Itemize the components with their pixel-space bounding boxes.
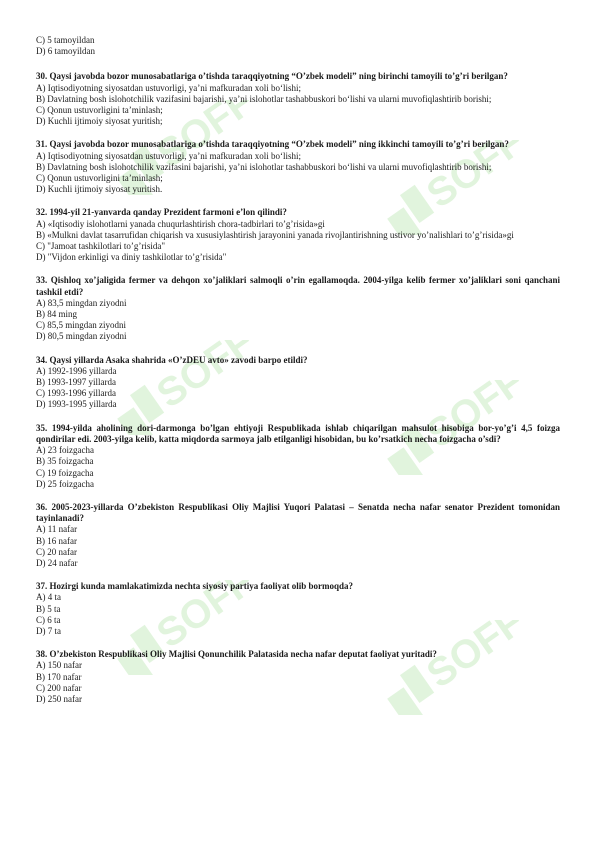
question-33	[36, 275, 560, 342]
option: D) Kuchli ijtimoiy siyosat yuritish.	[36, 184, 163, 195]
option: A) 23 foizgacha	[36, 445, 94, 456]
question-34	[36, 355, 560, 411]
option: C) 6 ta	[36, 614, 61, 625]
option: B) Davlatning bosh islohotchilik vazifasini bajarishi, ya’ni islohotlar tashabbuskori bo‘lishi va ularni muvofiqlashtirib borishi;	[36, 161, 492, 172]
option: C) 19 foizgacha	[36, 467, 94, 478]
document-page	[36, 35, 560, 717]
question-title: 32. 1994-yil 21-yanvarda qanday Prezident farmoni e’lon qilindi?	[36, 207, 287, 218]
option: B) 170 nafar	[36, 671, 82, 682]
question-title: 34. Qaysi yillarda Asaka shahrida «O’zDEU avto» zavodi barpo etildi?	[36, 354, 308, 365]
option: D) 24 nafar	[36, 557, 78, 568]
question-32	[36, 207, 560, 263]
option: B) «Mulkni davlat tasarrufidan chiqarish va xususiylashtirish jarayonini yanada rivojlantirishning ustivor yo’nalishlari to’g’risida»gi	[36, 229, 514, 240]
option: D) "Vijdon erkinligi va diniy tashkilotlar to’g’risida"	[36, 252, 227, 263]
option: A) 4 ta	[36, 592, 61, 603]
watermark-text: SOFF	[149, 340, 250, 417]
question-38	[36, 649, 560, 705]
option: D) Kuchli ijtimoiy siyosat yuritish;	[36, 116, 163, 127]
question-title: 38. O’zbekiston Respublikasi Oliy Majlisi Qonunchilik Palatasida necha nafar deputat faoliyat yuritadi?	[36, 649, 437, 660]
question-31	[36, 139, 560, 195]
option: A) 150 nafar	[36, 660, 82, 671]
watermark-text: SOFF	[149, 100, 250, 177]
option: D) 7 ta	[36, 625, 61, 636]
question-title: 33. Qishloq xo’jaligida fermer va dehqon xo’jaliklari salmoqli o’rin egallamoqda. 2004-yilga kelib fermer xo’jaliklari soni qanchani tashkil etdi?	[36, 275, 560, 297]
question-title: 35. 1994-yilda aholining dori-darmonga bo’lgan ehtiyoji Respublikada ishlab chiqarilgan mahsulot hisobiga bor-yo’g’i 4,5 foizga qondirilar edi. 2003-yilga kelib, katta miqdorda sarmoya jalb etilganligi hisobidan, bu ko’rsatkich necha foizgacha o’sdi?	[36, 422, 560, 444]
watermark-text: SOFF	[149, 580, 250, 657]
option: B) 35 foizgacha	[36, 456, 94, 467]
option: A) Iqtisodiyotning siyosatdan ustuvorligi, ya’ni mafkuradan xoli bo‘lishi;	[36, 150, 301, 161]
option: C) Qonun ustuvorligini ta’minlash;	[36, 173, 163, 184]
question-title: 37. Hozirgi kunda mamlakatimizda nechta siyosiy partiya faoliyat olib bormoqda?	[36, 581, 354, 592]
option: C) 1993-1996 yillarda	[36, 388, 116, 399]
option: D) 6 tamoyildan	[36, 46, 95, 57]
option: B) 5 ta	[36, 603, 61, 614]
option: D) 1993-1995 yillarda	[36, 399, 117, 410]
question-35	[36, 423, 560, 490]
option: A) 83,5 mingdan ziyodni	[36, 297, 127, 308]
watermark-text: SOFF	[419, 380, 520, 457]
question-36	[36, 502, 560, 569]
option: A) 11 nafar	[36, 524, 78, 535]
watermark-text: SOFF	[419, 620, 520, 697]
option: D) 250 nafar	[36, 693, 82, 704]
option: A) «Iqtisodiy islohotlarni yanada chuqurlashtirish chora-tadbirlari to’g’risida»gi	[36, 218, 325, 229]
option: C) 200 nafar	[36, 682, 82, 693]
option: C) 85,5 mingdan ziyodni	[36, 320, 126, 331]
option: A) 1992-1996 yillarda	[36, 365, 117, 376]
option: B) 1993-1997 yillarda	[36, 377, 116, 388]
question-30	[36, 71, 560, 127]
option: D) 80,5 mingdan ziyodni	[36, 331, 127, 342]
option: C) Qonun ustuvorligini ta’minlash;	[36, 105, 163, 116]
question-title: 31. Qaysi javobda bozor munosabatlariga o’tishda taraqqiyotning “O’zbek modeli” ning ikkinchi tamoyili to’g’ri berilgan?	[36, 139, 509, 150]
option: B) Davlatning bosh islohotchilik vazifasini bajarishi, ya’ni islohotlar tashabbuskori bo‘lishi va ularni muvofiqlashtirib borishi;	[36, 93, 492, 104]
option: C) 20 nafar	[36, 546, 77, 557]
option: C) 5 tamoyildan	[36, 35, 95, 45]
question-title: 36. 2005-2023-yillarda O’zbekiston Respublikasi Oliy Majlisi Yuqori Palatasi – Senatda necha nafar senator Prezident tomonidan tayinlanadi?	[36, 501, 560, 524]
question-37	[36, 581, 560, 637]
option: B) 84 ming	[36, 309, 78, 320]
option: B) 16 nafar	[36, 535, 77, 546]
option: A) Iqtisodiyotning siyosatdan ustuvorligi, ya’ni mafkuradan xoli bo‘lishi;	[36, 82, 301, 93]
option: D) 25 foizgacha	[36, 478, 94, 489]
watermark-text: SOFF	[419, 140, 520, 217]
question-title: 30. Qaysi javobda bozor munosabatlariga o’tishda taraqqiyotning “O’zbek modeli” ning birinchi tamoyili to’g’ri berilgan?	[36, 71, 508, 82]
lead-options	[36, 35, 560, 57]
option: C) "Jamoat tashkilotlari to’g’risida"	[36, 241, 166, 252]
